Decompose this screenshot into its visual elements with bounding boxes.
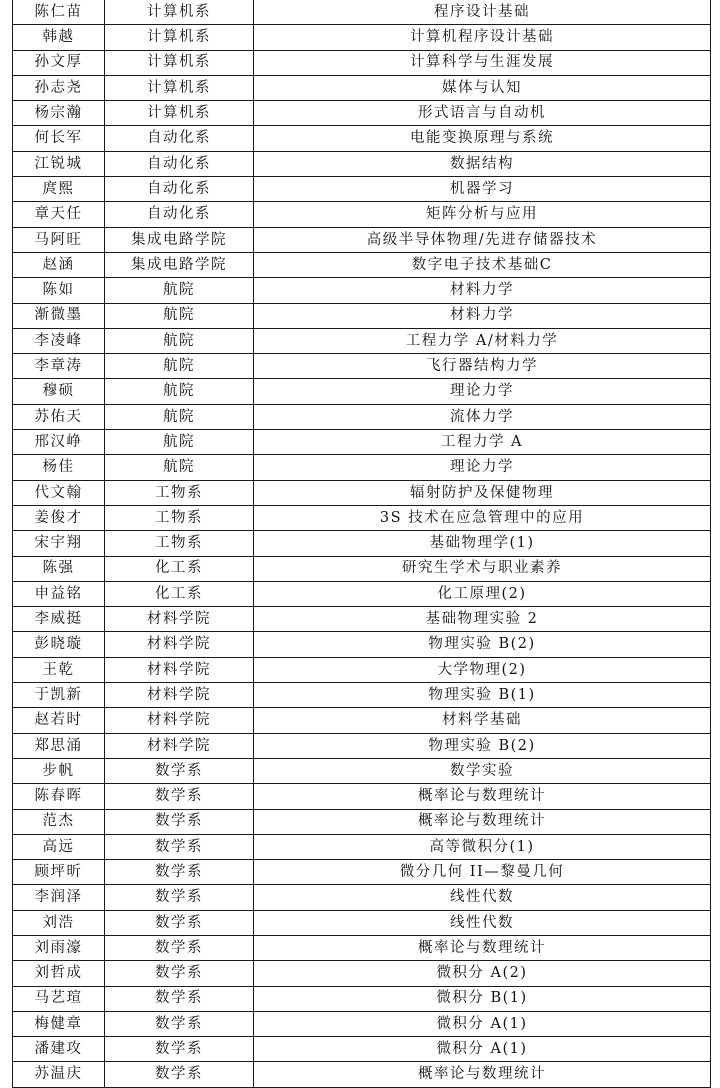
course-cell: 微积分 A(1) [254, 1037, 711, 1062]
department-cell: 化工系 [105, 581, 254, 606]
course-cell: 概率论与数理统计 [254, 935, 711, 960]
table-row [13, 455, 711, 480]
course-cell: 化工原理(2) [254, 581, 711, 606]
course-cell: 矩阵分析与应用 [254, 202, 711, 227]
department-cell: 数学系 [105, 910, 254, 935]
course-cell: 物理实验 B(2) [254, 632, 711, 657]
name-cell: 苏温庆 [13, 1062, 105, 1087]
table-row [13, 784, 711, 809]
course-cell: 材料力学 [254, 303, 711, 328]
table-row [13, 328, 711, 353]
table-row [13, 101, 711, 126]
course-cell: 机器学习 [254, 177, 711, 202]
table-row [13, 961, 711, 986]
name-cell: 刘哲成 [13, 961, 105, 986]
table-row [13, 683, 711, 708]
course-cell: 基础物理实验 2 [254, 607, 711, 632]
name-cell: 何长军 [13, 126, 105, 151]
course-cell: 研究生学术与职业素养 [254, 556, 711, 581]
name-cell: 杨佳 [13, 455, 105, 480]
department-cell: 化工系 [105, 556, 254, 581]
table-row [13, 354, 711, 379]
name-cell: 李凌峰 [13, 328, 105, 353]
table-row [13, 379, 711, 404]
department-cell: 数学系 [105, 834, 254, 859]
name-cell: 李润泽 [13, 885, 105, 910]
department-cell: 工物系 [105, 531, 254, 556]
course-cell: 工程力学 A [254, 430, 711, 455]
department-cell: 数学系 [105, 1011, 254, 1036]
course-cell: 飞行器结构力学 [254, 354, 711, 379]
department-cell: 数学系 [105, 961, 254, 986]
table-row [13, 1037, 711, 1062]
table-row [13, 50, 711, 75]
department-cell: 计算机系 [105, 25, 254, 50]
department-cell: 数学系 [105, 784, 254, 809]
department-cell: 计算机系 [105, 101, 254, 126]
course-cell: 辐射防护及保健物理 [254, 480, 711, 505]
department-cell: 计算机系 [105, 50, 254, 75]
table-row [13, 758, 711, 783]
name-cell: 孙文厚 [13, 50, 105, 75]
name-cell: 宋宇翔 [13, 531, 105, 556]
department-cell: 材料学院 [105, 733, 254, 758]
ta-assignment-table [12, 0, 711, 1088]
table-row [13, 809, 711, 834]
name-cell: 陈仁苗 [13, 0, 105, 25]
course-cell: 微积分 B(1) [254, 986, 711, 1011]
name-cell: 申益铭 [13, 581, 105, 606]
department-cell: 数学系 [105, 885, 254, 910]
department-cell: 航院 [105, 278, 254, 303]
department-cell: 航院 [105, 455, 254, 480]
table-row [13, 25, 711, 50]
course-cell: 理论力学 [254, 455, 711, 480]
table-row [13, 227, 711, 252]
table-row [13, 278, 711, 303]
department-cell: 航院 [105, 328, 254, 353]
table-row [13, 126, 711, 151]
table-row [13, 581, 711, 606]
course-cell: 线性代数 [254, 910, 711, 935]
department-cell: 航院 [105, 303, 254, 328]
name-cell: 庹熙 [13, 177, 105, 202]
table-row [13, 0, 711, 25]
table-row [13, 935, 711, 960]
department-cell: 集成电路学院 [105, 227, 254, 252]
department-cell: 数学系 [105, 935, 254, 960]
name-cell: 韩越 [13, 25, 105, 50]
name-cell: 陈如 [13, 278, 105, 303]
name-cell: 杨宗瀚 [13, 101, 105, 126]
name-cell: 范杰 [13, 809, 105, 834]
course-cell: 微分几何 II—黎曼几何 [254, 860, 711, 885]
department-cell: 航院 [105, 430, 254, 455]
table-row [13, 1011, 711, 1036]
name-cell: 江锐城 [13, 151, 105, 176]
table-row [13, 986, 711, 1011]
department-cell: 计算机系 [105, 75, 254, 100]
table-row [13, 910, 711, 935]
department-cell: 自动化系 [105, 126, 254, 151]
course-cell: 微积分 A(2) [254, 961, 711, 986]
table-row [13, 657, 711, 682]
department-cell: 航院 [105, 354, 254, 379]
department-cell: 材料学院 [105, 632, 254, 657]
name-cell: 赵若时 [13, 708, 105, 733]
name-cell: 彭晓璇 [13, 632, 105, 657]
table-body [13, 0, 711, 1087]
table-row [13, 480, 711, 505]
department-cell: 航院 [105, 404, 254, 429]
table-row [13, 632, 711, 657]
department-cell: 计算机系 [105, 0, 254, 25]
course-cell: 程序设计基础 [254, 0, 711, 25]
department-cell: 数学系 [105, 1037, 254, 1062]
course-cell: 概率论与数理统计 [254, 1062, 711, 1087]
table-row [13, 1062, 711, 1087]
table-row [13, 531, 711, 556]
department-cell: 材料学院 [105, 657, 254, 682]
course-cell: 电能变换原理与系统 [254, 126, 711, 151]
course-cell: 形式语言与自动机 [254, 101, 711, 126]
department-cell: 航院 [105, 379, 254, 404]
course-cell: 材料学基础 [254, 708, 711, 733]
table-row [13, 177, 711, 202]
department-cell: 数学系 [105, 1062, 254, 1087]
course-cell: 数字电子技术基础C [254, 252, 711, 277]
department-cell: 自动化系 [105, 177, 254, 202]
course-cell: 物理实验 B(2) [254, 733, 711, 758]
name-cell: 刘浩 [13, 910, 105, 935]
course-cell: 材料力学 [254, 278, 711, 303]
name-cell: 刘雨濠 [13, 935, 105, 960]
course-cell: 3S 技术在应急管理中的应用 [254, 505, 711, 530]
table-row [13, 151, 711, 176]
table-row [13, 607, 711, 632]
department-cell: 数学系 [105, 860, 254, 885]
table-row [13, 303, 711, 328]
course-cell: 概率论与数理统计 [254, 784, 711, 809]
course-cell: 概率论与数理统计 [254, 809, 711, 834]
name-cell: 李章涛 [13, 354, 105, 379]
name-cell: 李威挺 [13, 607, 105, 632]
course-cell: 大学物理(2) [254, 657, 711, 682]
department-cell: 材料学院 [105, 708, 254, 733]
name-cell: 章天任 [13, 202, 105, 227]
course-cell: 线性代数 [254, 885, 711, 910]
table-row [13, 430, 711, 455]
table-row [13, 834, 711, 859]
department-cell: 工物系 [105, 505, 254, 530]
department-cell: 数学系 [105, 758, 254, 783]
name-cell: 代文翰 [13, 480, 105, 505]
name-cell: 王乾 [13, 657, 105, 682]
course-cell: 媒体与认知 [254, 75, 711, 100]
table-row [13, 556, 711, 581]
department-cell: 自动化系 [105, 202, 254, 227]
table-row [13, 733, 711, 758]
name-cell: 马阿旺 [13, 227, 105, 252]
name-cell: 潘建攻 [13, 1037, 105, 1062]
name-cell: 高远 [13, 834, 105, 859]
course-cell: 流体力学 [254, 404, 711, 429]
department-cell: 材料学院 [105, 607, 254, 632]
name-cell: 赵涵 [13, 252, 105, 277]
table-row [13, 708, 711, 733]
course-cell: 计算机程序设计基础 [254, 25, 711, 50]
name-cell: 渐微墨 [13, 303, 105, 328]
course-cell: 微积分 A(1) [254, 1011, 711, 1036]
table-row [13, 252, 711, 277]
course-cell: 理论力学 [254, 379, 711, 404]
table-row [13, 202, 711, 227]
department-cell: 自动化系 [105, 151, 254, 176]
table-row [13, 75, 711, 100]
name-cell: 郑思涌 [13, 733, 105, 758]
name-cell: 陈春晖 [13, 784, 105, 809]
course-cell: 计算科学与生涯发展 [254, 50, 711, 75]
table-row [13, 404, 711, 429]
table-row [13, 885, 711, 910]
department-cell: 数学系 [105, 809, 254, 834]
department-cell: 材料学院 [105, 683, 254, 708]
course-cell: 物理实验 B(1) [254, 683, 711, 708]
department-cell: 数学系 [105, 986, 254, 1011]
course-cell: 工程力学 A/材料力学 [254, 328, 711, 353]
table-row [13, 505, 711, 530]
course-cell: 基础物理学(1) [254, 531, 711, 556]
name-cell: 苏佑天 [13, 404, 105, 429]
department-cell: 集成电路学院 [105, 252, 254, 277]
name-cell: 孙志尧 [13, 75, 105, 100]
name-cell: 穆硕 [13, 379, 105, 404]
course-cell: 高等微积分(1) [254, 834, 711, 859]
course-cell: 高级半导体物理/先进存储器技术 [254, 227, 711, 252]
name-cell: 于凯新 [13, 683, 105, 708]
name-cell: 顾坪昕 [13, 860, 105, 885]
name-cell: 步帆 [13, 758, 105, 783]
name-cell: 梅健章 [13, 1011, 105, 1036]
name-cell: 马艺瑄 [13, 986, 105, 1011]
name-cell: 姜俊才 [13, 505, 105, 530]
department-cell: 工物系 [105, 480, 254, 505]
table-row [13, 860, 711, 885]
course-cell: 数据结构 [254, 151, 711, 176]
name-cell: 邢汉峥 [13, 430, 105, 455]
name-cell: 陈强 [13, 556, 105, 581]
course-cell: 数学实验 [254, 758, 711, 783]
